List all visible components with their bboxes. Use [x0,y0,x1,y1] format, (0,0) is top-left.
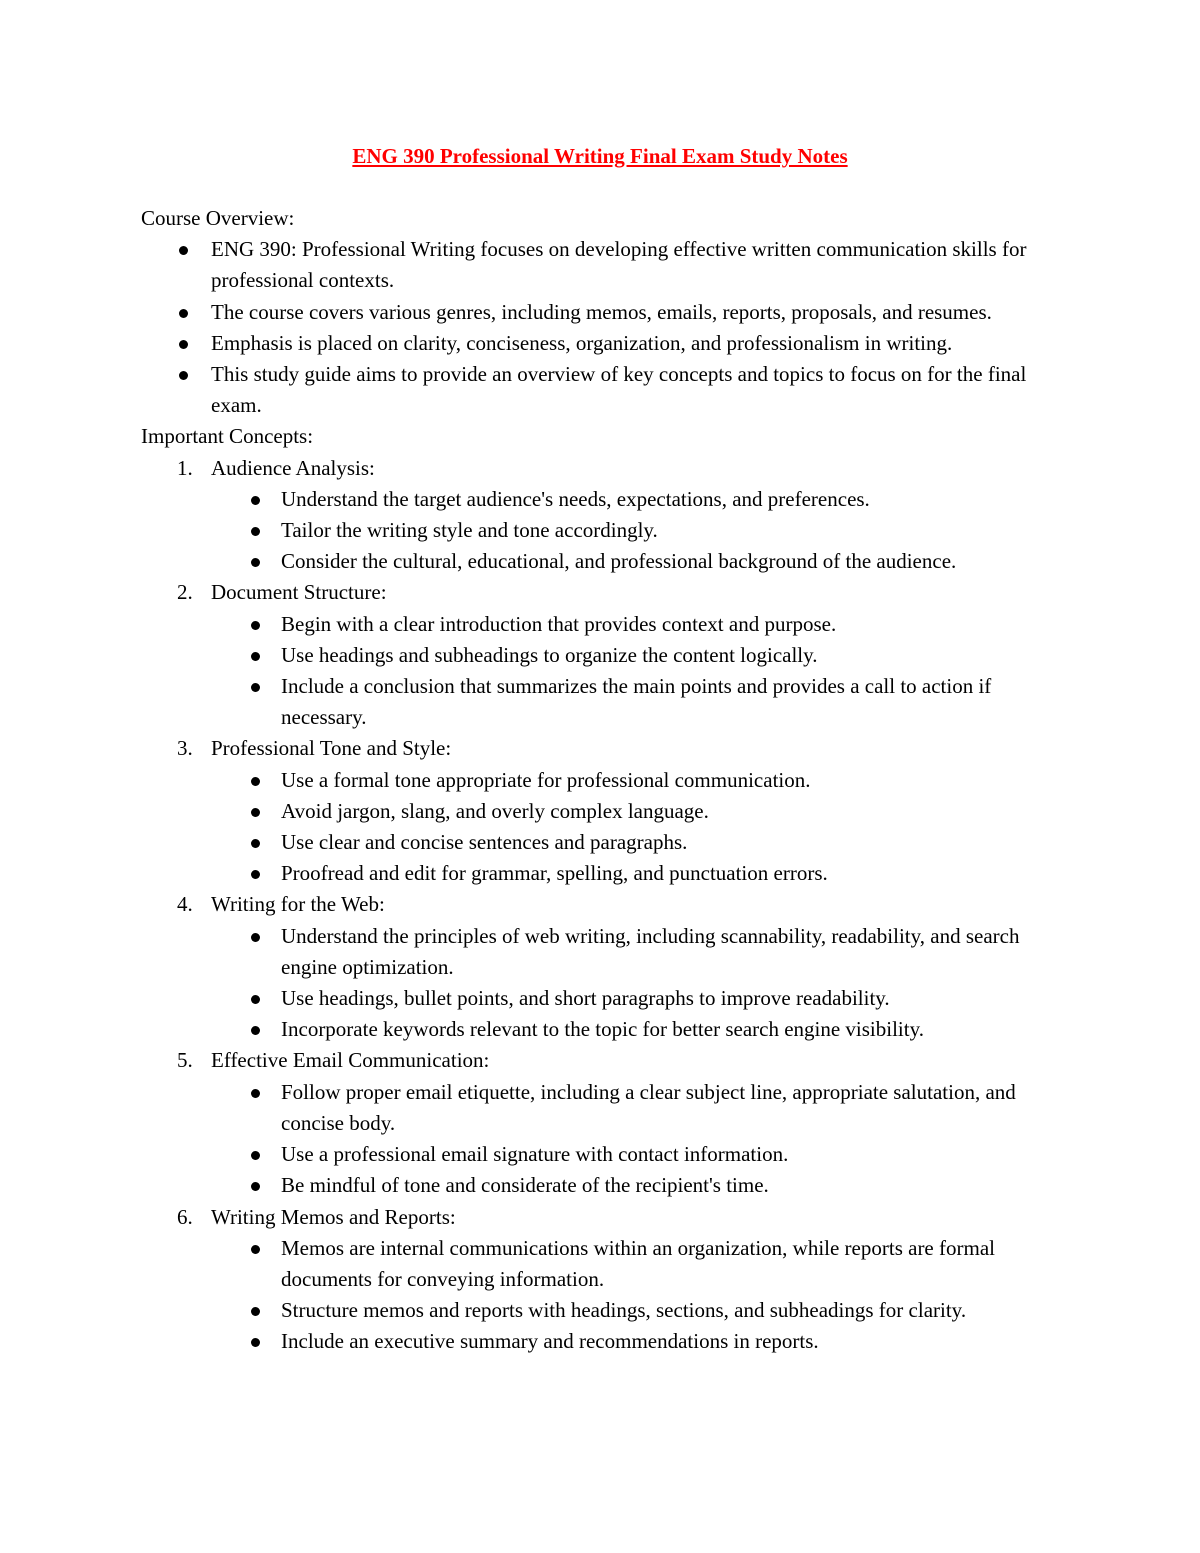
document-title: ENG 390 Professional Writing Final Exam Study Notes [352,144,848,168]
concept-item [141,733,1061,889]
concept-heading: Writing Memos and Reports: [211,1204,456,1229]
concept-item [141,453,1061,578]
bullet-text: Be mindful of tone and considerate of the recipient's time. [281,1173,769,1198]
bullet-dot-icon [251,527,260,536]
concept-bullet-item [211,1014,1061,1045]
concept-heading: Professional Tone and Style: [211,736,452,761]
bullet-dot-icon [251,1245,260,1254]
bullet-text: The course covers various genres, including memos, emails, reports, proposals, and resumes. [211,299,992,324]
bullet-dot-icon [251,777,260,786]
bullet-text: Avoid jargon, slang, and overly complex language. [281,798,709,823]
concept-sub-list [211,1233,1061,1358]
concept-bullet-item [211,1077,1061,1139]
course-overview-label: Course Overview: [141,206,295,230]
bullet-dot-icon [251,995,260,1004]
concept-sub-list [211,921,1061,1046]
concept-sub-list [211,484,1061,578]
concept-bullet-item [211,1139,1061,1170]
overview-bullet-item [141,359,1061,421]
bullet-text: Proofread and edit for grammar, spelling, and punctuation errors. [281,861,828,886]
important-concepts-list [141,453,1061,1358]
concept-bullet-item [211,1233,1061,1295]
overview-bullet-item [141,328,1061,359]
concept-sub-list [211,1077,1061,1202]
bullet-text: This study guide aims to provide an overview of key concepts and topics to focus on for the final exam. [211,362,1027,418]
bullet-text: Tailor the writing style and tone accordingly. [281,518,658,543]
bullet-dot-icon [251,683,260,692]
overview-bullet-item [141,234,1061,296]
concept-bullet-item [211,921,1061,983]
concept-item [141,1202,1061,1358]
concept-bullet-item [211,983,1061,1014]
bullet-text: Follow proper email etiquette, including a clear subject line, appropriate salutation, and concise body. [281,1079,1016,1135]
bullet-dot-icon [251,1089,260,1098]
bullet-text: Use a formal tone appropriate for professional communication. [281,767,811,792]
important-concepts-label: Important Concepts: [141,424,314,449]
concept-bullet-item [211,640,1061,671]
bullet-text: Use a professional email signature with contact information. [281,1142,789,1167]
bullet-dot-icon [251,558,260,567]
bullet-dot-icon [179,309,188,318]
concept-bullet-item [211,858,1061,889]
concept-bullet-item [211,609,1061,640]
concept-number: 4. [177,892,193,917]
concept-number: 1. [177,455,193,480]
concept-heading: Effective Email Communication: [211,1048,490,1073]
concept-item [141,577,1061,733]
bullet-dot-icon [179,371,188,380]
concept-number: 2. [177,580,193,605]
bullet-dot-icon [251,839,260,848]
concept-bullet-item [211,1295,1061,1326]
bullet-dot-icon [251,1182,260,1191]
concept-heading: Writing for the Web: [211,892,385,917]
overview-bullet-item [141,297,1061,328]
concept-bullet-item [211,1170,1061,1201]
bullet-text: Include an executive summary and recommendations in reports. [281,1329,819,1354]
bullet-dot-icon [251,1307,260,1316]
bullet-text: ENG 390: Professional Writing focuses on developing effective written communication skills for professional contexts. [211,237,1027,293]
bullet-text: Begin with a clear introduction that provides context and purpose. [281,611,837,636]
concept-bullet-item [211,765,1061,796]
concept-item [141,889,1061,1045]
concept-bullet-item [211,515,1061,546]
bullet-text: Incorporate keywords relevant to the topic for better search engine visibility. [281,1017,924,1042]
bullet-dot-icon [251,808,260,817]
bullet-text: Use clear and concise sentences and paragraphs. [281,830,688,855]
bullet-dot-icon [179,340,188,349]
concept-bullet-item [211,546,1061,577]
bullet-dot-icon [251,933,260,942]
bullet-text: Use headings and subheadings to organize the content logically. [281,642,818,667]
bullet-dot-icon [179,246,188,255]
bullet-text: Emphasis is placed on clarity, conciseness, organization, and professionalism in writing. [211,330,953,355]
bullet-dot-icon [251,1338,260,1347]
concept-heading: Document Structure: [211,580,387,605]
document-body [141,203,1061,1358]
bullet-text: Include a conclusion that summarizes the main points and provides a call to action if necessary. [281,674,992,730]
concept-number: 6. [177,1204,193,1229]
bullet-text: Use headings, bullet points, and short paragraphs to improve readability. [281,986,890,1011]
bullet-dot-icon [251,652,260,661]
concept-number: 5. [177,1048,193,1073]
concept-item [141,1045,1061,1201]
concept-bullet-item [211,796,1061,827]
bullet-dot-icon [251,496,260,505]
bullet-text: Understand the target audience's needs, expectations, and preferences. [281,486,870,511]
concept-bullet-item [211,671,1061,733]
concept-sub-list [211,609,1061,734]
concept-sub-list [211,765,1061,890]
bullet-dot-icon [251,1151,260,1160]
bullet-dot-icon [251,1026,260,1035]
bullet-dot-icon [251,870,260,879]
bullet-dot-icon [251,621,260,630]
concept-bullet-item [211,484,1061,515]
course-overview-list [141,234,1061,421]
concept-bullet-item [211,1326,1061,1357]
bullet-text: Consider the cultural, educational, and professional background of the audience. [281,549,957,574]
bullet-text: Understand the principles of web writing, including scannability, readability, and search engine optimization. [281,923,1020,979]
bullet-text: Memos are internal communications within an organization, while reports are formal documents for conveying information. [281,1235,995,1291]
concept-heading: Audience Analysis: [211,455,375,480]
bullet-text: Structure memos and reports with headings, sections, and subheadings for clarity. [281,1298,967,1323]
concept-number: 3. [177,736,193,761]
concept-bullet-item [211,827,1061,858]
